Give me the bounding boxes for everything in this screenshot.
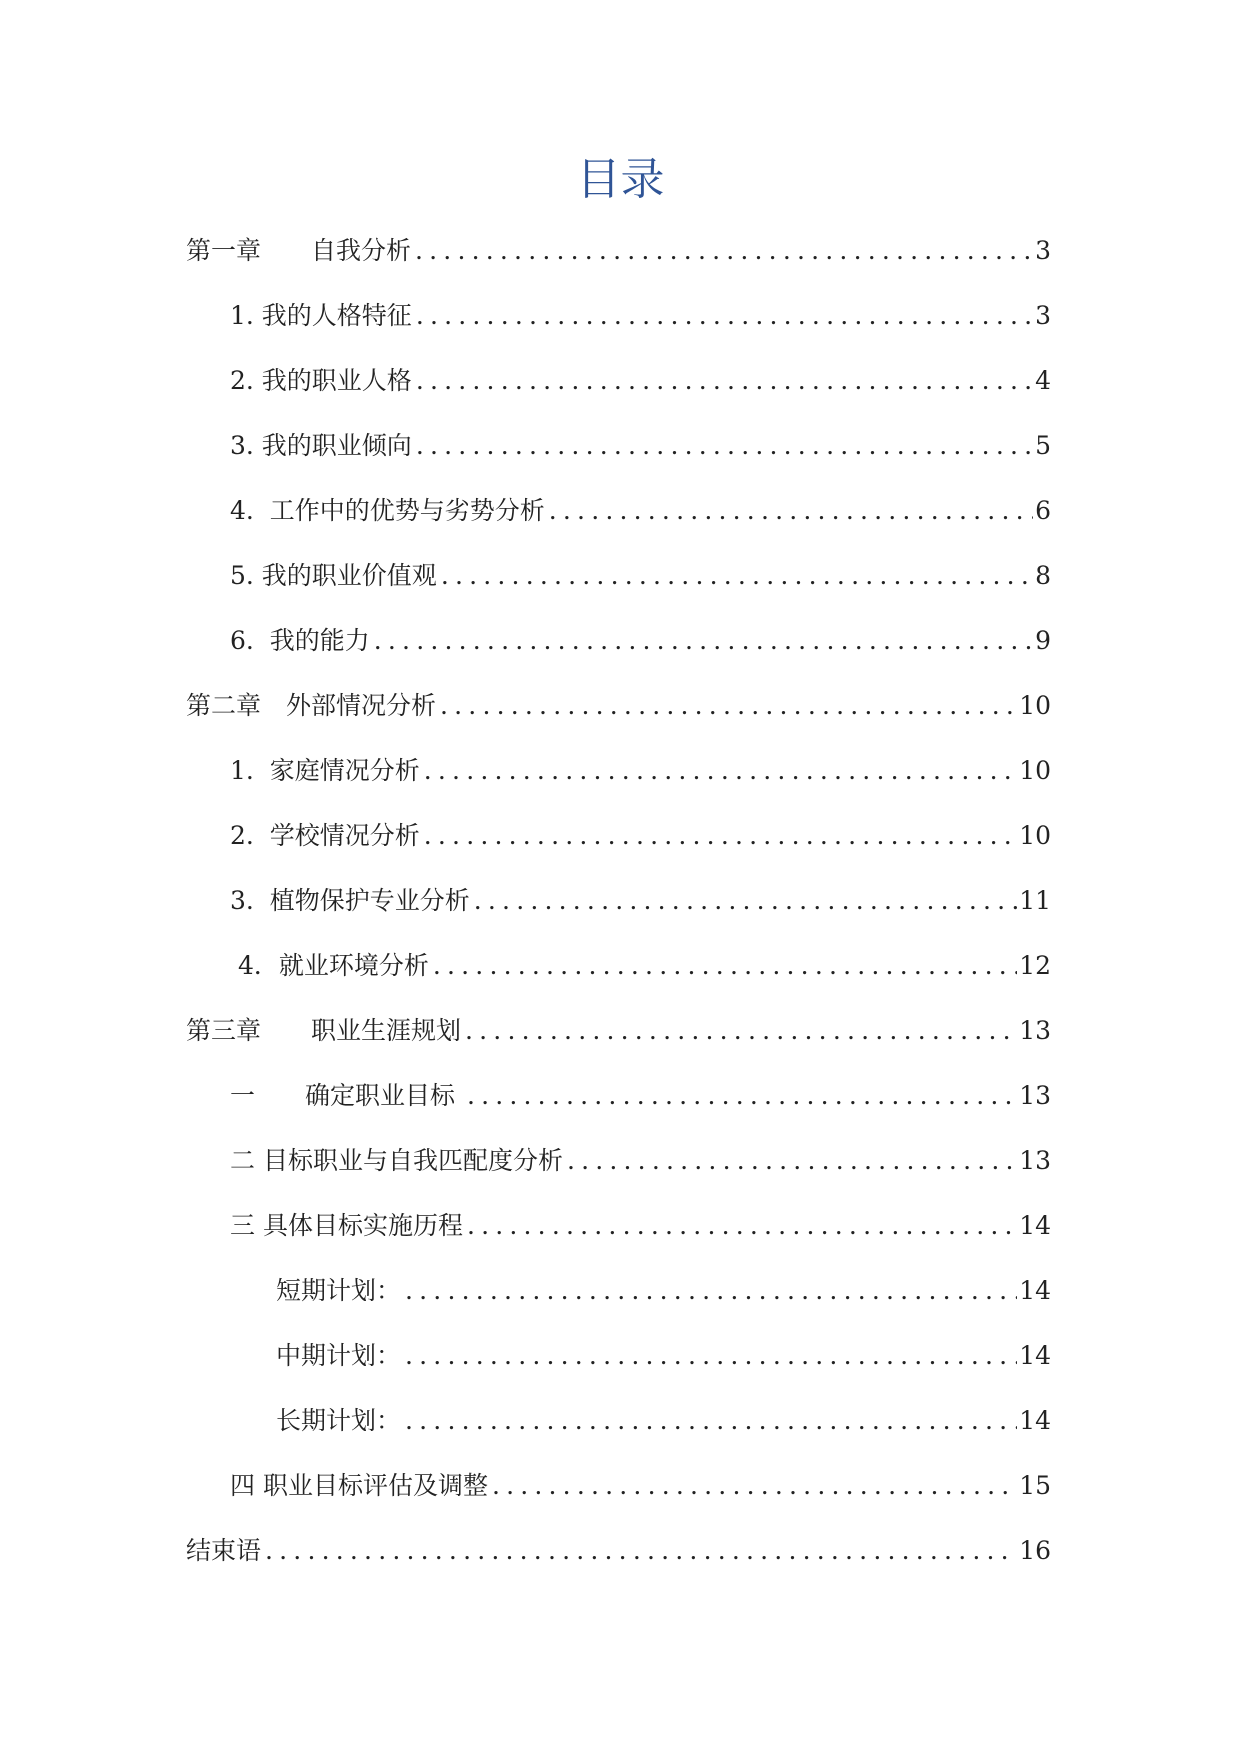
toc-dot-leader [567, 1128, 1017, 1193]
toc-entry-text: 第一章 自我分析 [186, 236, 412, 265]
toc-dot-leader [424, 803, 1017, 868]
toc-entry-text: 二 目标职业与自我匹配度分析 [230, 1146, 563, 1175]
toc-page-number: 14 [1019, 1341, 1051, 1370]
toc-entry[interactable] [186, 1063, 1051, 1128]
toc-entry-text: 三 具体目标实施历程 [230, 1211, 463, 1240]
toc-dot-leader [405, 1323, 1017, 1388]
toc-dot-leader [405, 1258, 1017, 1323]
toc-page-number: 9 [1035, 626, 1051, 655]
toc-dot-leader [415, 218, 1033, 283]
toc-dot-leader [416, 348, 1033, 413]
toc-dot-leader [549, 478, 1033, 543]
toc-entry[interactable] [186, 283, 1051, 348]
toc-dot-leader [424, 738, 1017, 803]
toc-page-number: 13 [1019, 1081, 1051, 1110]
toc-entry-text: 1. 家庭情况分析 [230, 756, 420, 785]
toc-entry[interactable] [186, 543, 1051, 608]
toc-entry-text: 2. 学校情况分析 [230, 821, 420, 850]
toc-dot-leader [492, 1453, 1017, 1518]
toc-dot-leader [474, 868, 1017, 933]
toc-page-number: 4 [1035, 366, 1051, 395]
toc-entry-text: 长期计划： [276, 1406, 402, 1435]
toc-entry[interactable] [186, 933, 1051, 998]
toc-entry-text: 短期计划： [276, 1276, 402, 1305]
toc-dot-leader [440, 673, 1017, 738]
toc-entry-text: 5. 我的职业价值观 [230, 561, 437, 590]
toc-entry[interactable] [186, 413, 1051, 478]
toc-dot-leader [416, 413, 1033, 478]
toc-entry-text: 四 职业目标评估及调整 [230, 1471, 488, 1500]
toc-entry[interactable] [186, 868, 1051, 933]
toc-entry[interactable] [186, 803, 1051, 868]
toc-page-number: 13 [1019, 1146, 1051, 1175]
toc-page-number: 6 [1035, 496, 1051, 525]
toc-dot-leader [433, 933, 1017, 998]
toc-entry[interactable] [186, 1518, 1051, 1583]
toc-entry[interactable] [186, 1193, 1051, 1258]
toc-title: 目录 [576, 154, 665, 205]
toc-entry[interactable] [186, 478, 1051, 543]
toc-entry[interactable] [186, 998, 1051, 1063]
toc-entry-text: 第二章 外部情况分析 [186, 691, 437, 720]
toc-entry-text: 4. 工作中的优势与劣势分析 [230, 496, 545, 525]
toc-dot-leader [405, 1388, 1017, 1453]
toc-dot-leader [265, 1518, 1017, 1583]
toc-page-number: 10 [1019, 821, 1051, 850]
toc-entry[interactable] [186, 1258, 1051, 1323]
toc-entry[interactable] [186, 1128, 1051, 1193]
toc-entry[interactable] [186, 1323, 1051, 1388]
toc-dot-leader [416, 283, 1033, 348]
toc-entry-text: 4．就业环境分析 [230, 951, 429, 980]
toc-page-number: 8 [1035, 561, 1051, 590]
toc-page-number: 14 [1019, 1276, 1051, 1305]
toc-entry[interactable] [186, 673, 1051, 738]
toc-entry-text: 3. 植物保护专业分析 [230, 886, 470, 915]
table-of-contents [186, 218, 1051, 1583]
toc-entry[interactable] [186, 348, 1051, 413]
toc-page-number: 13 [1019, 1016, 1051, 1045]
toc-entry[interactable] [186, 1453, 1051, 1518]
toc-page-number: 11 [1019, 886, 1051, 915]
toc-dot-leader [441, 543, 1033, 608]
toc-entry[interactable] [186, 738, 1051, 803]
toc-entry[interactable] [186, 608, 1051, 673]
toc-dot-leader [374, 608, 1033, 673]
toc-entry-text: 第三章 职业生涯规划 [186, 1016, 462, 1045]
toc-dot-leader [467, 1193, 1017, 1258]
toc-dot-leader [465, 998, 1017, 1063]
toc-page-number: 3 [1035, 301, 1051, 330]
toc-entry-text: 中期计划： [276, 1341, 402, 1370]
toc-page-number: 10 [1019, 756, 1051, 785]
toc-page-number: 10 [1019, 691, 1051, 720]
toc-entry[interactable] [186, 218, 1051, 283]
toc-page-number: 14 [1019, 1211, 1051, 1240]
toc-entry[interactable] [186, 1388, 1051, 1453]
toc-entry-text: 一 确定职业目标 [230, 1081, 463, 1110]
toc-entry-text: 1. 我的人格特征 [230, 301, 412, 330]
toc-dot-leader [467, 1063, 1017, 1128]
toc-page-number: 16 [1019, 1536, 1051, 1565]
toc-page-number: 15 [1019, 1471, 1051, 1500]
toc-entry-text: 6. 我的能力 [230, 626, 370, 655]
toc-entry-text: 结束语 [186, 1536, 262, 1565]
toc-entry-text: 3. 我的职业倾向 [230, 431, 412, 460]
toc-page-number: 3 [1035, 236, 1051, 265]
toc-entry-text: 2. 我的职业人格 [230, 366, 412, 395]
toc-page-number: 5 [1035, 431, 1051, 460]
toc-page-number: 14 [1019, 1406, 1051, 1435]
toc-page-number: 12 [1019, 951, 1051, 980]
